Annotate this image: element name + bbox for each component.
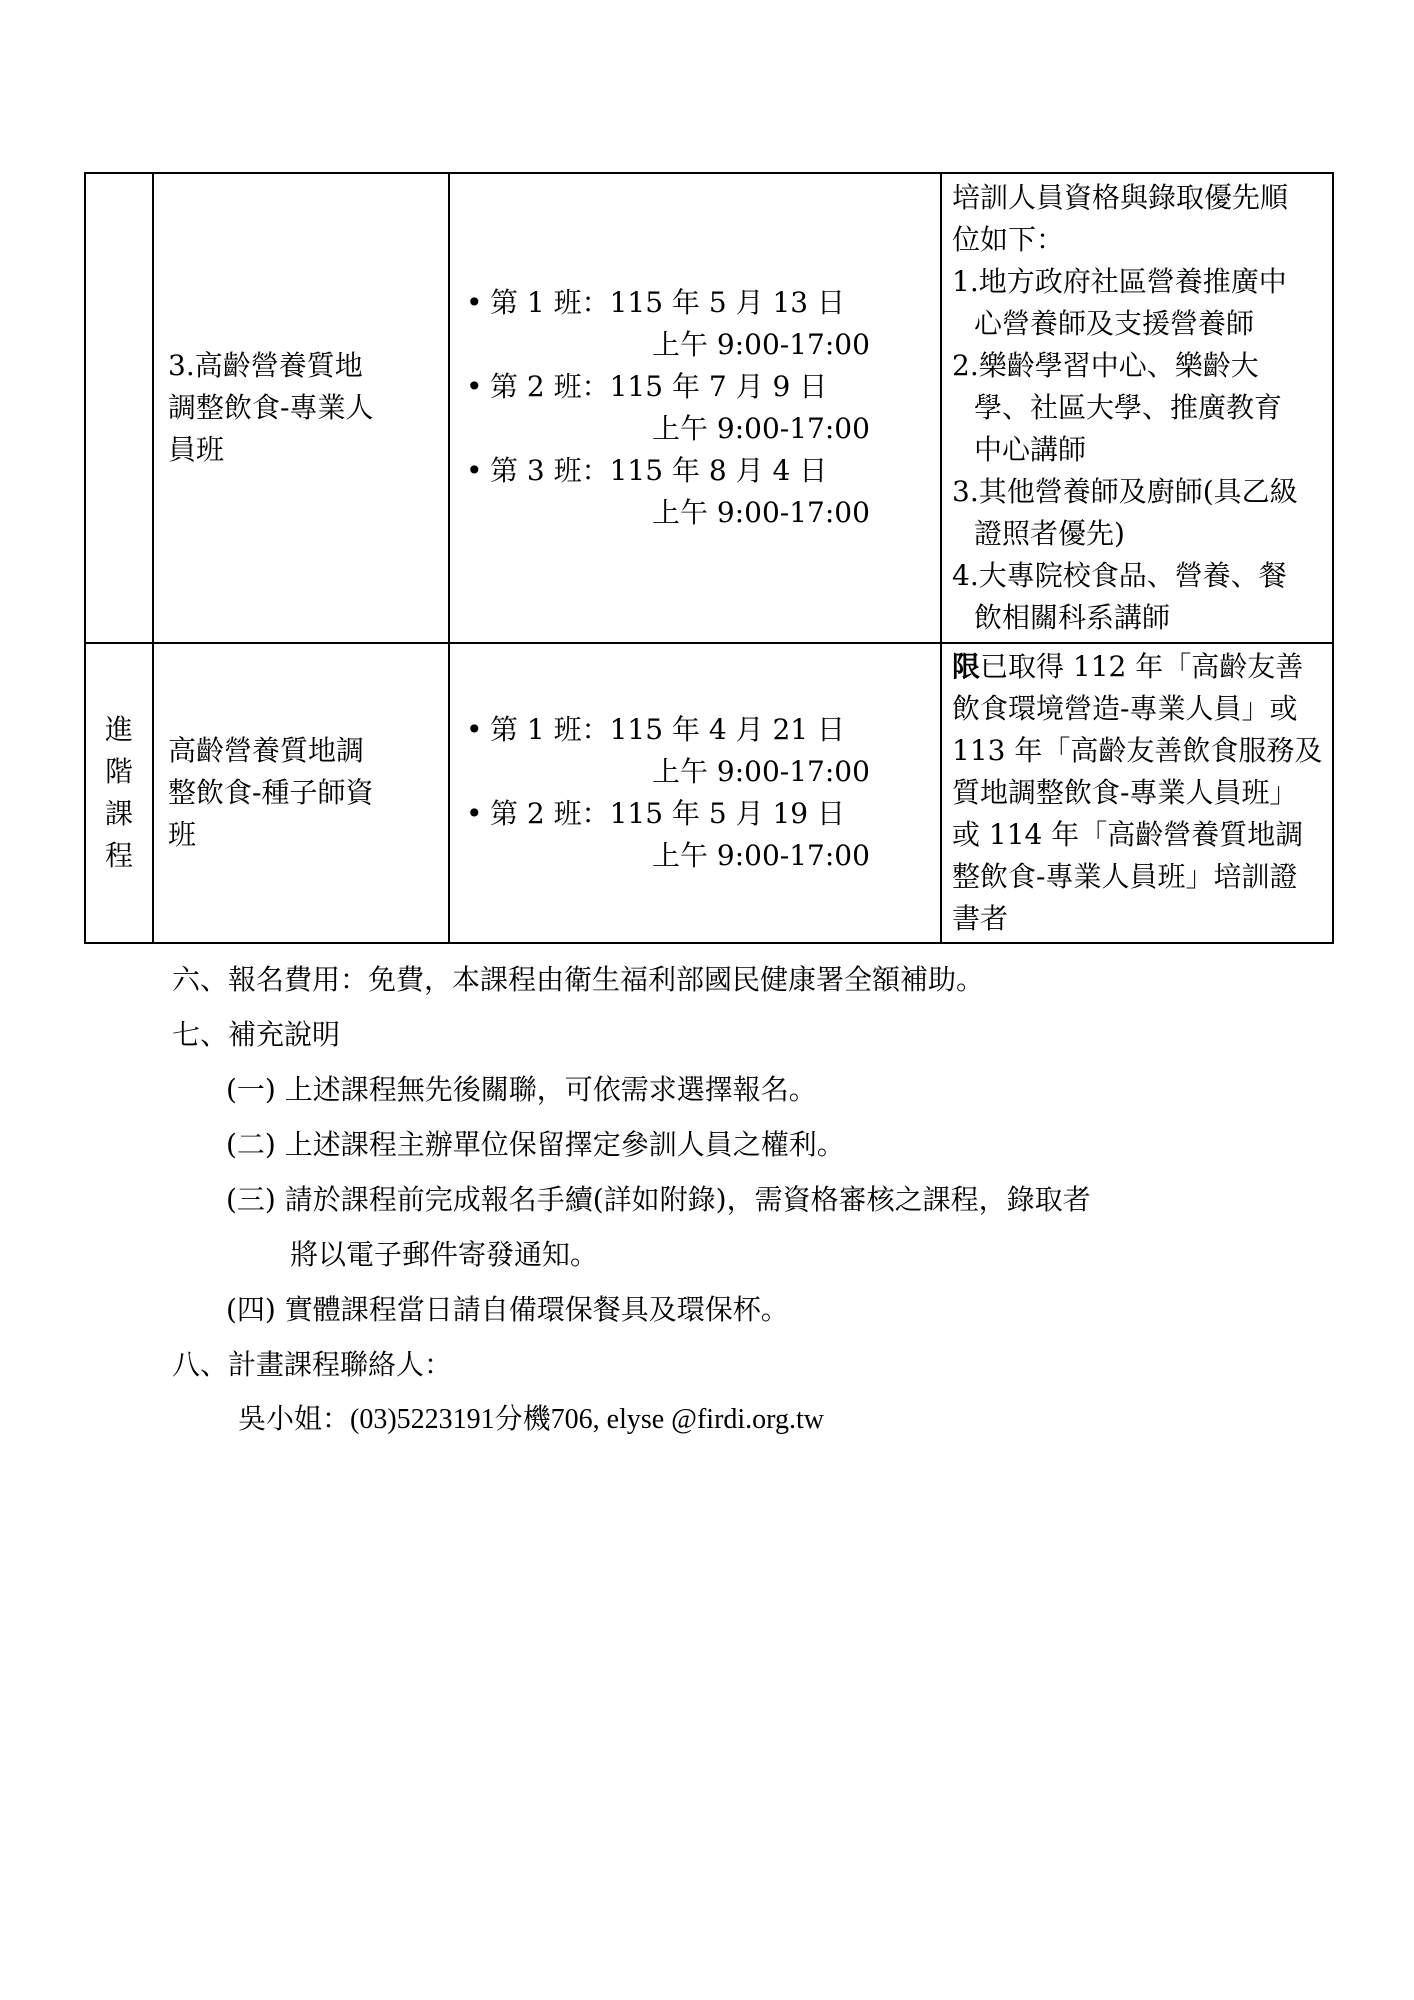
session-time: 上午 9:00-17:00 [652,412,870,445]
course-table [84,172,1334,944]
course-name-line: 高齡營養質地調 [168,734,365,767]
session-time: 上午 9:00-17:00 [652,839,870,872]
session-date: 第 2 班：115 年 5 月 19 日 [490,797,846,830]
supplement-title: 七、補充說明 [172,1018,341,1051]
contact-info: 吳小姐：(03)5223191分機706, elyse @firdi.org.tw [238,1404,824,1435]
eligibility-line: 證照者優先) [974,517,1125,550]
category-cell [85,173,153,643]
eligibility-line: 或 114 年「高齡營養質地調 [952,818,1304,851]
session-date: 第 1 班：115 年 4 月 21 日 [490,713,846,746]
supplement-item: (四) 實體課程當日請自備環保餐具及環保杯。 [226,1293,789,1326]
bullet-icon: • [466,286,483,319]
eligibility-line: 位如下： [952,223,1065,256]
bullet-icon: • [466,454,483,487]
eligibility-cell [941,173,1333,643]
session-date: 第 3 班：115 年 8 月 4 日 [490,454,828,487]
eligibility-line: 4.大專院校食品、營養、餐 [952,559,1287,592]
eligibility-line: 3.其他營養師及廚師(具乙級 [952,475,1298,508]
session-date: 第 2 班：115 年 7 月 9 日 [490,370,828,403]
eligibility-line: 飲相關科系講師 [974,601,1171,634]
session-item [466,709,940,793]
supplement-item: (一) 上述課程無先後關聯，可依需求選擇報名。 [226,1073,817,1106]
session-item [466,793,940,877]
table-row [85,643,1333,943]
eligibility-line: 學、社區大學、推廣教育 [974,391,1283,424]
category-char: 階 [104,755,133,788]
session-time: 上午 9:00-17:00 [652,496,870,529]
contact-title: 八、計畫課程聯絡人： [172,1348,453,1381]
supplement-item: (三) 請於課程前完成報名手續(詳如附錄)，需資格審核之課程，錄取者 [226,1183,1091,1216]
course-name-line: 整飲食-種子師資 [168,776,374,809]
course-name-cell [153,643,449,943]
eligibility-line: 心營養師及支援營養師 [974,307,1255,340]
eligibility-line [952,646,1328,688]
eligibility-line: 1.地方政府社區營養推廣中 [952,265,1287,298]
bullet-icon: • [466,370,483,403]
course-name-line: 調整飲食-專業人 [168,391,374,424]
category-char: 進 [104,713,133,746]
category-char: 課 [104,797,133,830]
category-char: 程 [104,839,133,872]
table-row [85,173,1333,643]
category-cell [85,643,153,943]
supplement-item-continued: 將以電子郵件寄發通知。 [290,1238,599,1271]
notes-section [172,952,1091,1447]
bullet-icon: • [466,713,483,746]
eligibility-line: 中心講師 [974,433,1087,466]
session-item [466,282,940,366]
session-item [466,366,940,450]
eligibility-line: 整飲食-專業人員班」培訓證 [952,860,1298,893]
eligibility-first: 已取得 112 年「高齡友善 [980,650,1304,683]
bullet-icon: • [466,797,483,830]
eligibility-line: 質地調整飲食-專業人員班」 [952,776,1298,809]
eligibility-line: 培訓人員資格與錄取優先順 [952,181,1289,214]
course-name-cell [153,173,449,643]
session-item [466,450,940,534]
course-name-line: 員班 [168,433,225,466]
eligibility-line: 書者 [952,902,1009,935]
eligibility-line: 2.樂齡學習中心、樂齡大 [952,349,1259,382]
session-cell [449,643,941,943]
session-time: 上午 9:00-17:00 [652,328,870,361]
session-date: 第 1 班：115 年 5 月 13 日 [490,286,846,319]
session-time: 上午 9:00-17:00 [652,755,870,788]
eligibility-line: 113 年「高齡友善飲食服務及 [952,734,1323,767]
course-name-line: 班 [168,818,197,851]
eligibility-cell [941,643,1333,943]
fee-note: 六、報名費用：免費，本課程由衛生福利部國民健康署全額補助。 [172,963,985,996]
eligibility-bold: 限 [952,650,981,683]
supplement-item: (二) 上述課程主辦單位保留擇定參訓人員之權利。 [226,1128,845,1161]
session-cell [449,173,941,643]
eligibility-line: 飲食環境營造-專業人員」或 [952,692,1298,725]
course-name-line: 3.高齡營養質地 [168,349,363,382]
